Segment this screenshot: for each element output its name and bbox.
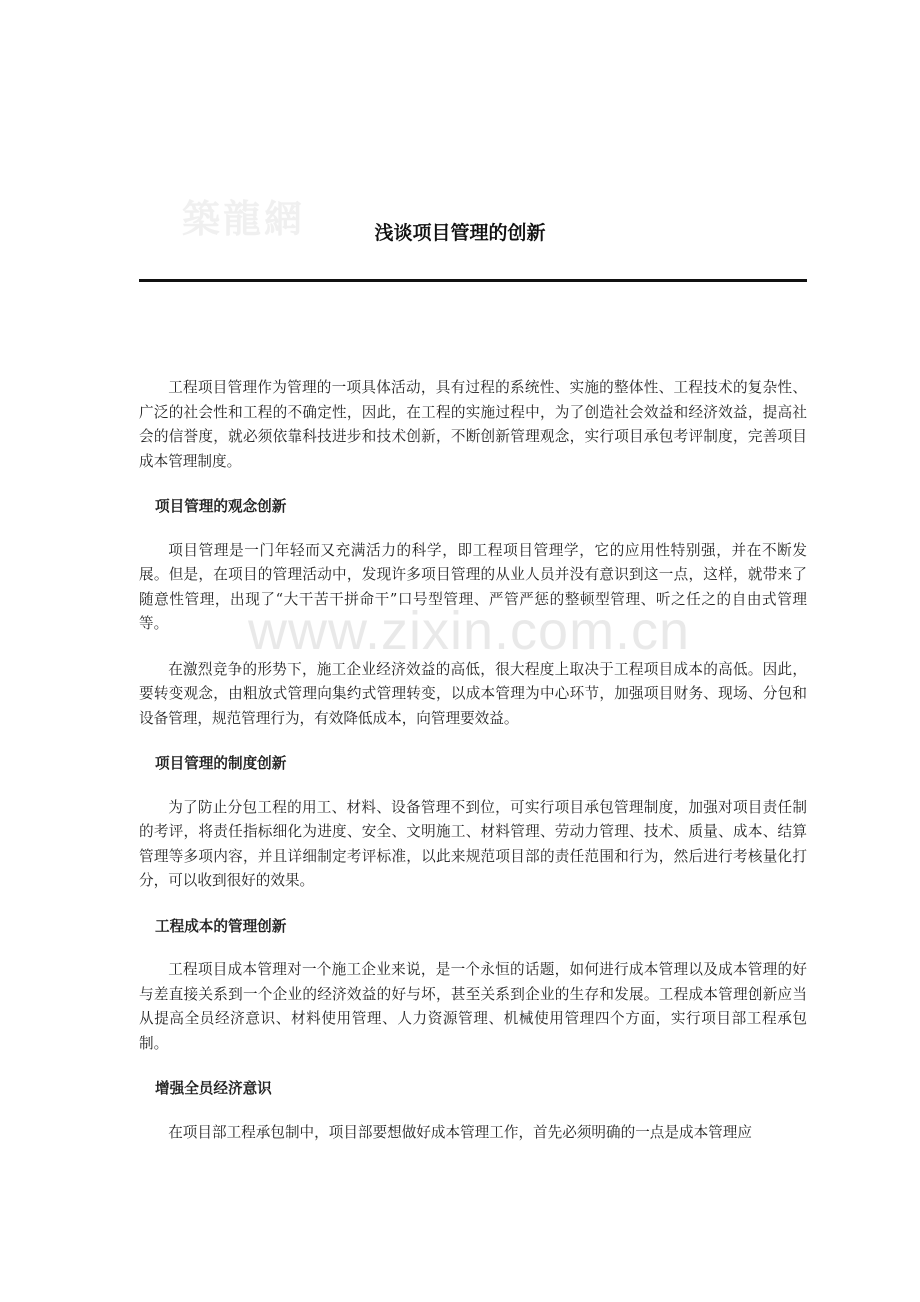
paragraph: 为了防止分包工程的用工、材料、设备管理不到位，可实行项目承包管理制度，加强对项目责任制的考评，将责任指标细化为进度、安全、文明施工、材料管理、劳动力管理、技术、质量、成本、结算管理等多项内容，并且详细制定考评标准，以此来规范项目部的责任范围和行为，然后进行考核量化打分，可以收到很好的效果。: [139, 798, 807, 889]
watermark-url: www.zixin.com.cn: [248, 601, 691, 661]
section-heading: 工程成本的管理创新: [155, 917, 287, 935]
title-divider: [139, 279, 807, 282]
paragraph: 在项目部工程承包制中，项目部要想做好成本管理工作，首先必须明确的一点是成本管理应: [168, 1123, 752, 1141]
paragraph: 工程项目成本管理对一个施工企业来说，是一个永恒的话题，如何进行成本管理以及成本管理的好与差直接关系到一个企业的经济效益的好与坏，甚至关系到企业的生存和发展。工程成本管理创新应当从提高全员经济意识、材料使用管理、人力资源管理、机械使用管理四个方面，实行项目部工程承包制。: [139, 961, 807, 1052]
watermark-logo: 築龍網: [182, 196, 306, 241]
paragraph: 工程项目管理作为管理的一项具体活动，具有过程的系统性、实施的整体性、工程技术的复杂性、广泛的社会性和工程的不确定性，因此，在工程的实施过程中，为了创造社会效益和经济效益，提高社会的信誉度，就必须依靠科技进步和技术创新，不断创新管理观念，实行项目承包考评制度，完善项目成本管理制度。: [139, 379, 807, 470]
paragraph: 项目管理是一门年轻而又充满活力的科学，即工程项目管理学，它的应用性特别强，并在不断发展。但是，在项目的管理活动中，发现许多项目管理的从业人员并没有意识到这一点，这样，就带来了随意性管理，出现了“大干苦干拼命干”口号型管理、严管严惩的整顿型管理、听之任之的自由式管理等。: [139, 541, 807, 632]
section-heading: 增强全员经济意识: [155, 1080, 272, 1097]
paragraph: 在激烈竞争的形势下，施工企业经济效益的高低，很大程度上取决于工程项目成本的高低。因此，要转变观念，由粗放式管理向集约式管理转变，以成本管理为中心环节，加强项目财务、现场、分包和设备管理，规范管理行为，有效降低成本，向管理要效益。: [139, 660, 807, 727]
document-body: [139, 376, 807, 1166]
page-title: 浅谈项目管理的创新: [374, 222, 546, 244]
section-heading: 项目管理的观念创新: [155, 498, 287, 515]
section-heading: 项目管理的制度创新: [155, 755, 287, 772]
